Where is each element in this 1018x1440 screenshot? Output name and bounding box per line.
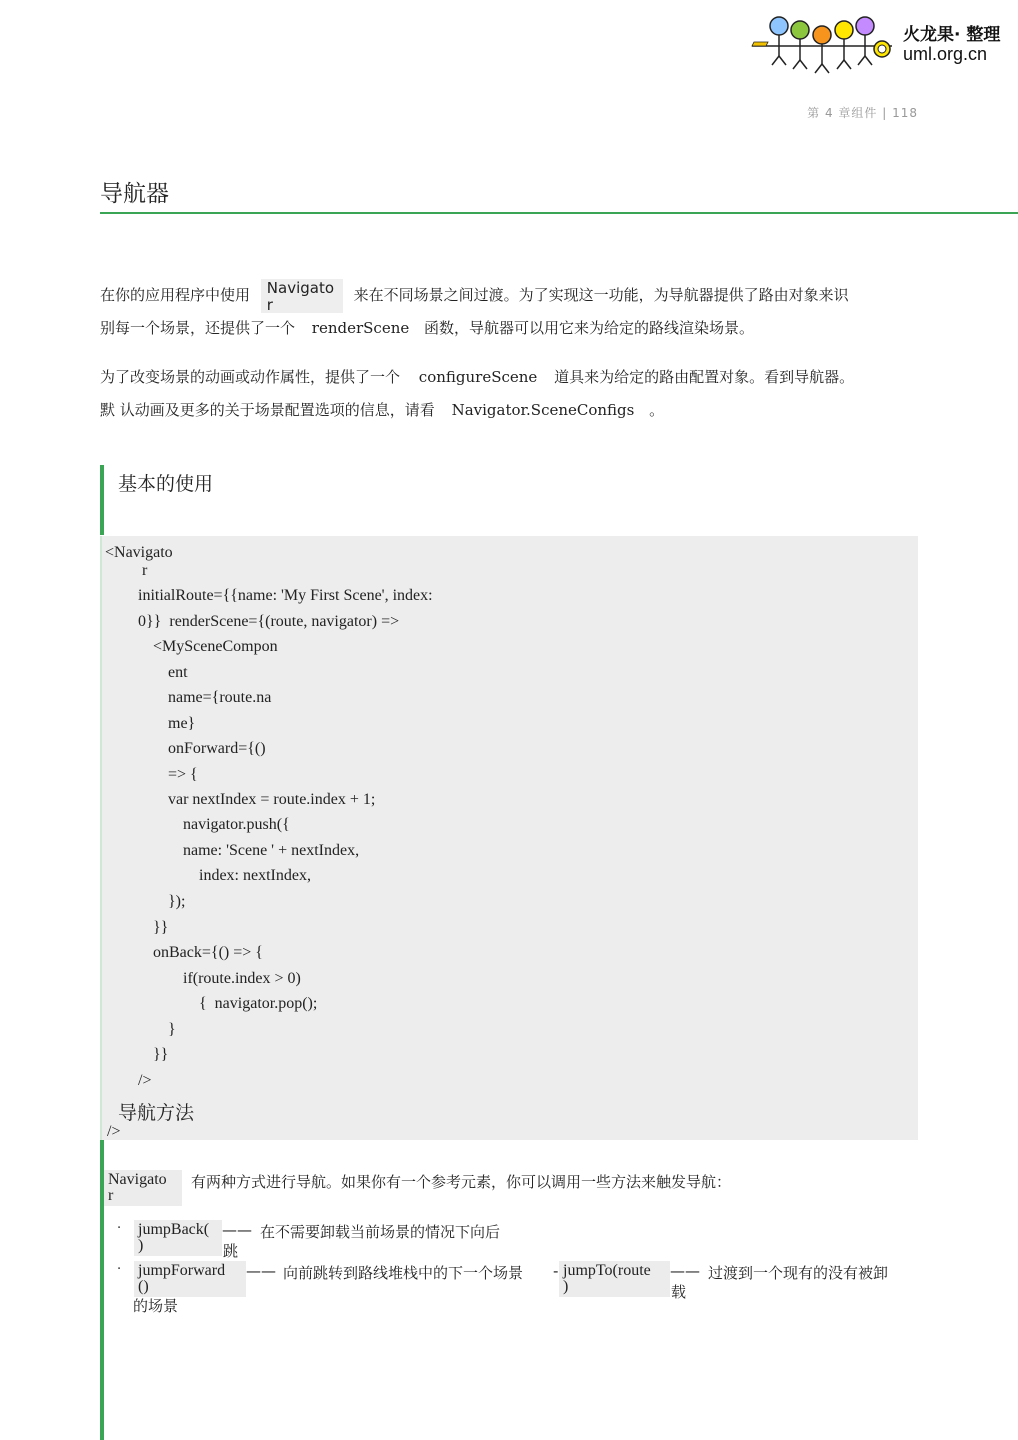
method-jumpto-desc-wrap: 载 [671,1283,687,1301]
code-line: ent [168,664,188,681]
method-jumpback [134,1220,222,1256]
paragraph-1-line-1 [100,279,849,313]
text: 别每一个场景，还提供了一个 [100,319,296,337]
section-heading-basic-usage: 基本的使用 [118,473,214,495]
brand-name: 火龙果· 整理 [903,25,1001,45]
code-line: name: 'Scene ' + nextIndex, [183,842,360,859]
method-jumpto-desc-end: 的场景 [133,1297,179,1315]
site-logo [748,12,898,76]
nav-intro-text: 有两种方式进行导航。如果你有一个参考元素，你可以调用一些方法来触发导航： [191,1173,732,1191]
brand-url: uml.org.cn [903,44,988,64]
inline-code-renderscene: renderScene [311,319,410,337]
method-jumpto-desc: 过渡到一个现有的没有被卸 [708,1264,889,1282]
code-line: <Navigato [105,544,173,561]
code-line: }} [153,1046,169,1063]
inline-code-navigator [104,1170,182,1206]
method-dash: —— [670,1262,700,1280]
code-line: navigator.push({ [183,816,290,833]
code-line: 0}} renderScene={(route, navigator) => [138,613,400,630]
bullet: · [117,1221,122,1236]
text: 道具来为给定的路由配置对象。看到导航器。 [554,368,855,386]
paragraph-2-line-2 [100,394,664,427]
method-jumpto [559,1261,670,1297]
code-line: var nextIndex = route.index + 1; [168,791,376,808]
code-text: () [138,1278,149,1295]
code-line: index: nextIndex, [199,867,311,884]
text: 为了改变场景的动画或动作属性，提供了一个 [100,368,401,386]
code-line: }); [168,893,186,910]
code-text: ) [563,1278,569,1295]
code-line: <MySceneCompon [153,638,278,655]
code-text: jumpBack( [138,1221,210,1238]
text: 。 [649,401,665,419]
code-line: name={route.na [168,689,272,706]
code-text: ) [138,1237,144,1254]
code-line: }} [153,919,169,936]
page-title: 导航器 [100,181,169,207]
method-jumpback-desc: 在不需要卸载当前场景的情况下向后 [260,1223,501,1241]
code-text: Navigato [108,1171,167,1188]
code-line: onForward={() [168,740,266,757]
code-line: /> [138,1072,152,1089]
inline-code-configurescene: configureScene [418,368,538,386]
inline-code-sceneconfigs: Navigator.SceneConfigs [451,401,635,419]
method-dash: —— [222,1221,252,1239]
method-jumpback-desc-wrap: 跳 [223,1242,239,1260]
text: 默 认动画及更多的关于场景配置选项的信息，请看 [100,401,435,419]
method-separator: - [553,1262,559,1280]
method-dash: —— [246,1262,276,1280]
text: 函数，导航器可以用它来为给定的路线渲染场景。 [424,319,755,337]
code-text: jumpTo(route [563,1262,651,1279]
code-text: r [266,296,273,314]
code-line: onBack={() => { [153,944,263,961]
code-line: { navigator.pop(); [199,995,318,1012]
section-bar [100,465,104,535]
code-line: /> [107,1123,121,1140]
code-line: } [168,1021,176,1038]
code-text: r [108,1187,114,1204]
code-line: initialRoute={{name: 'My First Scene', index: [138,587,433,604]
paragraph-1-line-2 [100,312,754,345]
title-divider [100,212,1018,214]
method-jumpforward-desc: 向前跳转到路线堆栈中的下一个场景 [283,1264,524,1282]
section-heading-nav-methods: 导航方法 [118,1102,195,1124]
text: 来在不同场景之间过渡。为了实现这一功能，为导航器提供了路由对象来识 [353,286,849,304]
code-text: Navigato [266,279,335,297]
code-block-edge [100,536,102,1140]
code-line: r [142,562,148,579]
code-line: me} [168,715,196,732]
code-line: => { [168,766,198,783]
page-info: 第 4 章组件 | 118 [807,106,918,120]
text: 在你的应用程序中使用 [100,286,251,304]
paragraph-2-line-1 [100,361,854,394]
inline-code-navigator [261,279,343,313]
code-text: jumpForward [138,1262,226,1279]
code-line: if(route.index > 0) [183,970,301,987]
bullet: · [117,1262,122,1277]
method-jumpforward [134,1261,246,1297]
